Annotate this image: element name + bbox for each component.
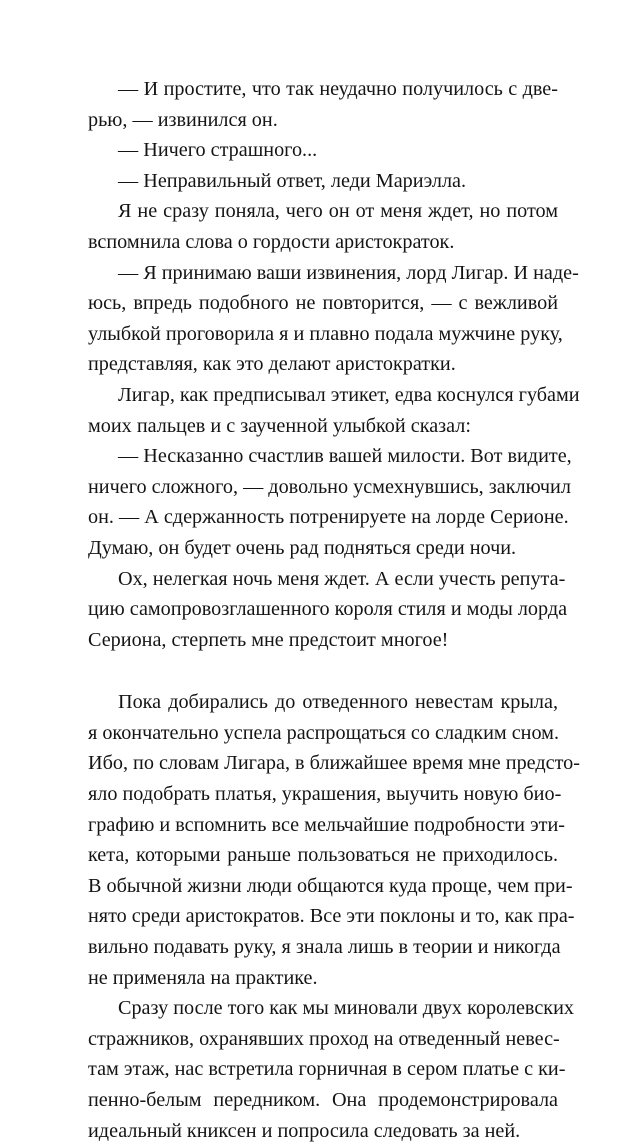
text-line: нято среди аристократов. Все эти поклоны и то, как пра- <box>88 905 575 928</box>
text-line: — Ничего страшного... <box>118 139 318 162</box>
text-line: — И простите, что так неудачно получилось с две- <box>118 78 558 100</box>
text-line: рью, — извинился он. <box>88 108 278 131</box>
text-line: представляя, как это делают аристократки. <box>88 353 456 376</box>
text-line: Сериона, стерпеть мне предстоит многое! <box>88 628 449 651</box>
text-line: идеальный книксен и попросила следовать за ней. <box>88 1119 521 1142</box>
text-line: цию самопровозглашенного короля стиля и моды лорда <box>88 598 568 621</box>
text-line: Я не сразу поняла, чего он от меня ждет, но потом <box>118 200 558 223</box>
text-line: там этаж, нас встретила горничная в сером платье с ки- <box>88 1058 566 1081</box>
text-line: — Несказанно счастлив вашей милости. Вот видите, <box>118 445 572 468</box>
text-line: Сразу после того как мы миновали двух королевских <box>118 997 574 1020</box>
text-line: ничего сложного, — довольно усмехнувшись, заключил <box>88 475 571 498</box>
text-line: юсь, впредь подобного не повторится, — с вежливой <box>88 292 558 315</box>
text-line: улыбкой проговорила я и плавно подала мужчине руку, <box>88 322 563 345</box>
text-line: — Я принимаю ваши извинения, лорд Лигар. И наде- <box>118 261 579 284</box>
page-text <box>88 74 580 1146</box>
text-line: вильно подавать руку, я знала лишь в теории и никогда <box>88 936 561 959</box>
text-line: Пока добирались до отведенного невестам крыла, <box>118 691 558 714</box>
text-line: он. — А сдержанность потренируете на лорде Серионе. <box>88 506 569 529</box>
text-line: не применяла на практике. <box>88 966 318 989</box>
text-line: я окончательно успела распрощаться со сладким сном. <box>88 721 560 744</box>
section-break <box>88 655 558 687</box>
text-line: кета, которыми раньше пользоваться не приходилось. <box>88 844 558 867</box>
text-line: Лигар, как предписывал этикет, едва коснулся губами <box>118 383 580 406</box>
text-line: пенно-белым передником. Она продемонстрировала <box>88 1089 558 1111</box>
text-line: яло подобрать платья, украшения, выучить новую био- <box>88 783 562 806</box>
text-line: стражников, охранявших проход на отведенный невес- <box>88 1027 560 1050</box>
text-line: моих пальцев и с заученной улыбкой сказал: <box>88 414 471 437</box>
text-line: Ох, нелегкая ночь меня ждет. А если учесть репута- <box>118 567 566 590</box>
text-line: Думаю, он будет очень рад подняться среди ночи. <box>88 536 517 559</box>
text-line: Ибо, по словам Лигара, в ближайшее время мне предсто- <box>88 752 580 775</box>
text-line: графию и вспомнить все мельчайшие подробности эти- <box>88 813 566 836</box>
text-line: вспомнила слова о гордости аристократок. <box>88 230 455 253</box>
text-line: — Неправильный ответ, леди Мариэлла. <box>118 169 467 192</box>
text-line: В обычной жизни люди общаются куда проще, чем при- <box>88 874 573 897</box>
